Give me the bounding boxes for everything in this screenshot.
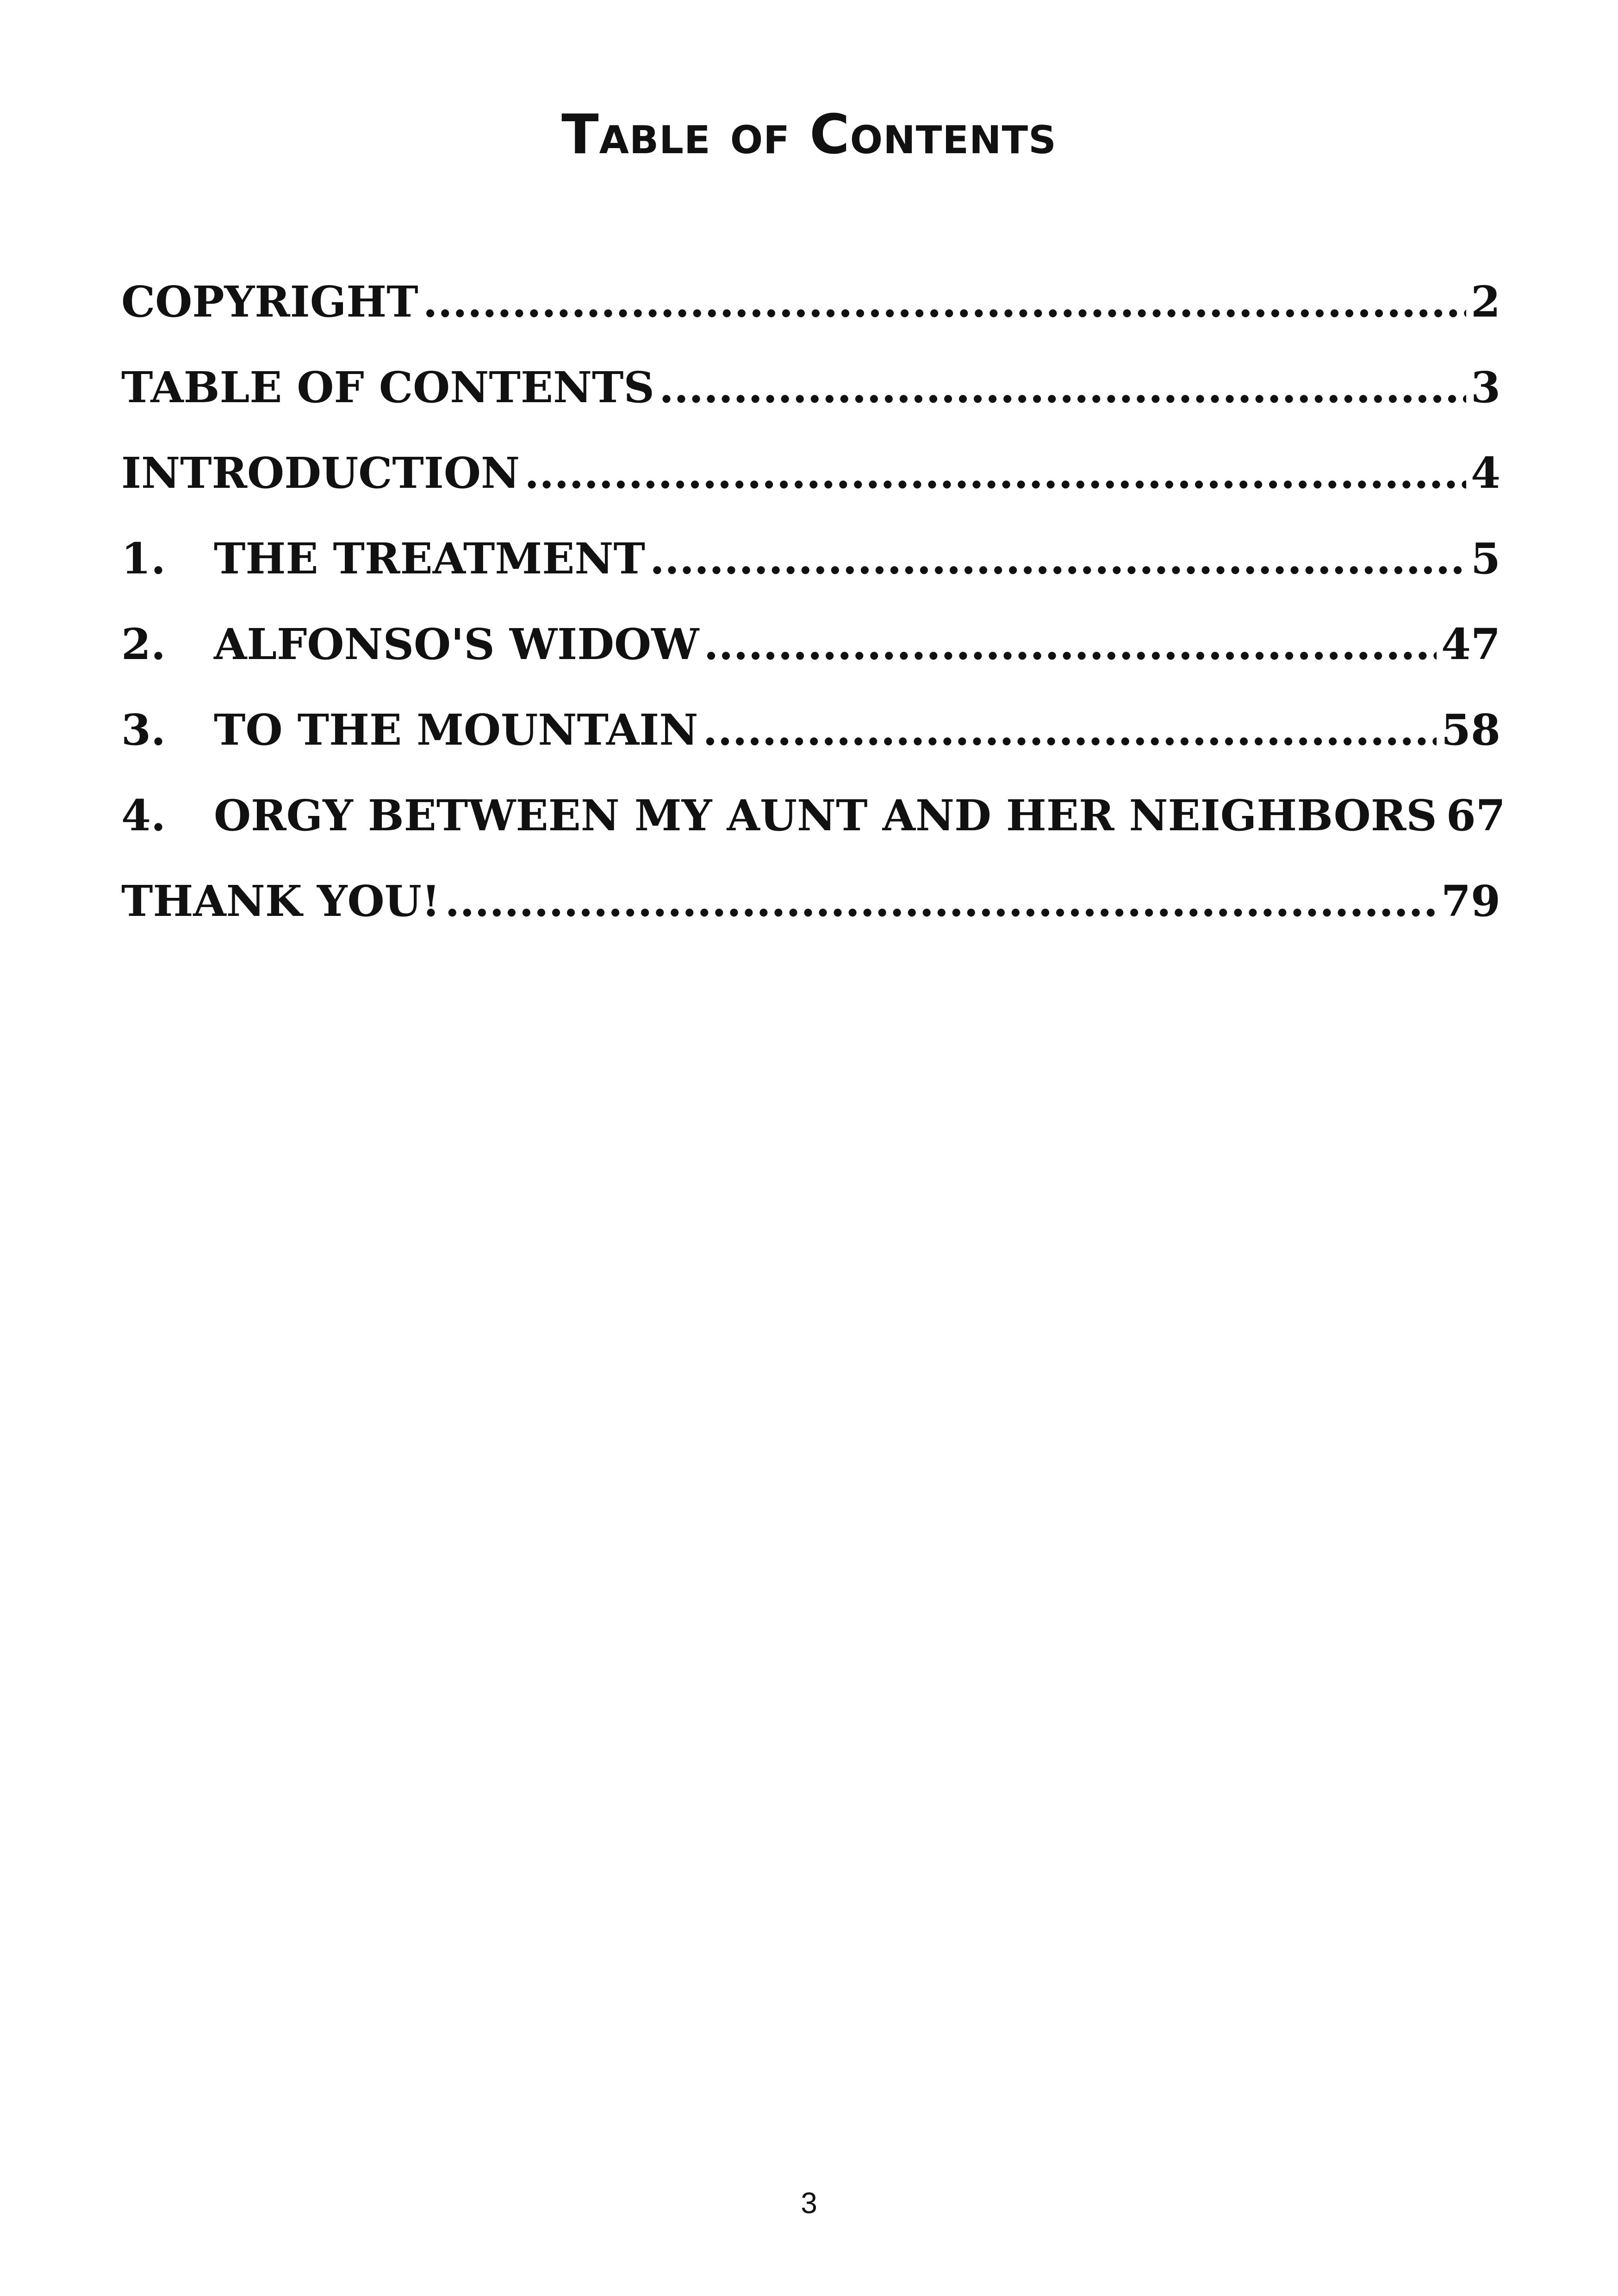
toc-entry-title: TABLE OF CONTENTS xyxy=(121,362,654,412)
toc-entry-chapter-3[interactable] xyxy=(121,687,1500,773)
toc-entry-title: TO THE MOUNTAIN xyxy=(214,705,698,755)
toc-entry-title: THANK YOU! xyxy=(121,876,441,926)
toc-entry-page: 67 xyxy=(1446,790,1506,840)
toc-entry-page: 47 xyxy=(1441,619,1500,669)
toc-entry-title: INTRODUCTION xyxy=(121,448,520,498)
toc-entry-title: THE TREATMENT xyxy=(214,534,645,584)
toc-entry-introduction[interactable] xyxy=(121,430,1500,516)
toc-leader-dots xyxy=(423,259,1466,345)
toc-entry-page: 2 xyxy=(1470,277,1500,327)
toc-entry-table-of-contents[interactable] xyxy=(121,345,1500,430)
toc-entry-title: ALFONSO'S WIDOW xyxy=(214,619,699,669)
toc-entry-page: 3 xyxy=(1470,362,1500,412)
toc-entry-page: 5 xyxy=(1470,534,1500,584)
toc-leader-dots xyxy=(659,345,1466,430)
toc-entry-chapter-4[interactable] xyxy=(121,773,1506,859)
toc-entry-title: ORGY BETWEEN MY AUNT AND HER NEIGHBORS xyxy=(214,790,1437,840)
toc-entry-copyright[interactable] xyxy=(121,259,1500,345)
toc-entry-number: 2. xyxy=(121,619,166,669)
toc-leader-dots xyxy=(703,602,1437,687)
toc-entry-chapter-1[interactable] xyxy=(121,516,1500,602)
toc-entry-title: COPYRIGHT xyxy=(121,277,418,327)
toc-entry-number: 4. xyxy=(121,790,166,840)
toc-leader-dots xyxy=(703,687,1437,773)
page-title: Table of Contents xyxy=(561,102,1057,166)
toc-entry-number: 3. xyxy=(121,705,166,755)
toc-entry-number: 1. xyxy=(121,534,166,584)
toc-leader-dots xyxy=(650,516,1466,602)
toc-leader-dots xyxy=(445,859,1437,944)
toc-entry-page: 58 xyxy=(1441,705,1500,755)
toc-entry-page: 4 xyxy=(1470,448,1500,498)
toc-entry-page: 79 xyxy=(1441,876,1500,926)
toc-entry-thank-you[interactable] xyxy=(121,859,1500,944)
table-of-contents xyxy=(121,259,1506,944)
toc-entry-chapter-2[interactable] xyxy=(121,602,1500,687)
page-number: 3 xyxy=(801,2186,817,2220)
toc-leader-dots xyxy=(524,430,1466,516)
